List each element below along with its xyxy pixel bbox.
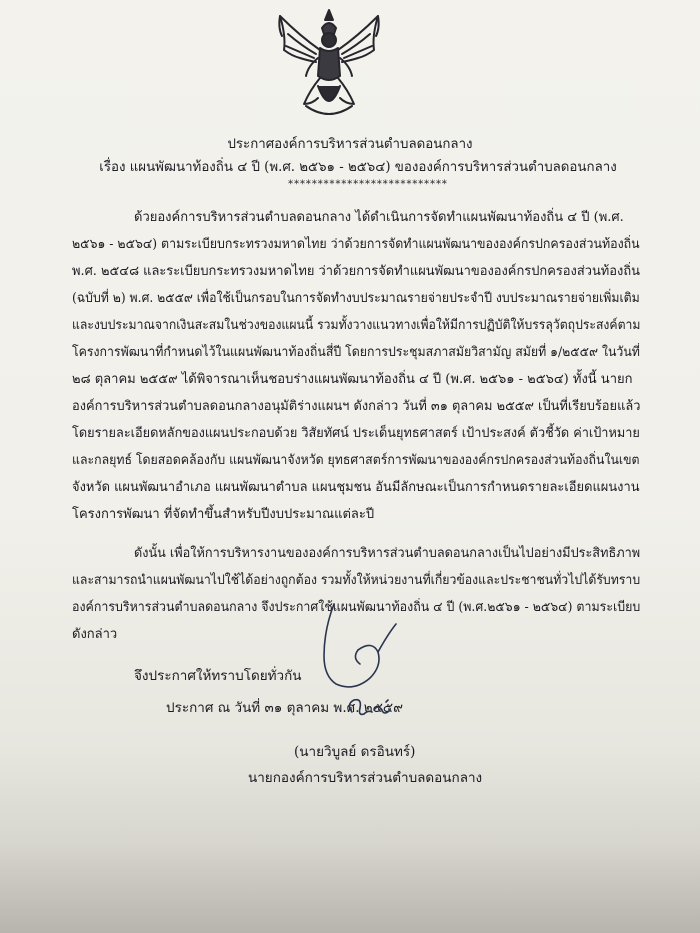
announcement-date: ประกาศ ณ วันที่ ๓๑ ตุลาคม พ.ศ. ๒๕๕๙ xyxy=(166,700,403,716)
body-line: องค์การบริหารส่วนตำบลดอนกลาง จึงประกาศใช้แผนพัฒนาท้องถิ่น ๔ ปี (พ.ศ.๒๕๖๑ - ๒๕๖๔) ตามระเบียบ xyxy=(72,600,641,615)
body-line: ๒๕๖๑ - ๒๕๖๔) ตามระเบียบกระทรวงมหาดไทย ว่าด้วยการจัดทำแผนพัฒนาขององค์กรปกครองส่วนท้องถิ่น xyxy=(72,237,640,252)
body-line: ด้วยองค์การบริหารส่วนตำบลดอนกลาง ได้ดำเนินการจัดทำแผนพัฒนาท้องถิ่น ๔ ปี (พ.ศ. xyxy=(134,210,624,225)
signatory-name: (นายวิบูลย์ ดรอินทร์) xyxy=(294,744,416,760)
closing-notice: จึงประกาศให้ทราบโดยทั่วกัน xyxy=(134,668,302,684)
body-line: ๒๘ ตุลาคม ๒๕๕๙ ได้พิจารณาเห็นชอบร่างแผนพัฒนาท้องถิ่น ๔ ปี (พ.ศ. ๒๕๖๑ - ๒๕๖๔) ทั้งนี้ นายก xyxy=(72,372,633,387)
body-line: พ.ศ. ๒๕๔๘ และระเบียบกระทรวงมหาดไทย ว่าด้วยการจัดทำแผนพัฒนาขององค์กรปกครองส่วนท้องถิ่น xyxy=(72,264,640,279)
paper-shadow xyxy=(0,843,700,933)
separator: *************************** xyxy=(288,179,448,190)
body-line: โครงการพัฒนาที่กำหนดไว้ในแผนพัฒนาท้องถิ่นสี่ปี โดยการประชุมสภาสมัยวิสามัญ สมัยที่ ๑/๒๕๕๙ ในวันที่ xyxy=(72,345,640,360)
body-line: โครงการพัฒนา ที่จัดทำขึ้นสำหรับปีงบประมาณแต่ละปี xyxy=(72,507,375,522)
body-line: และงบประมาณจากเงินสะสมในช่วงของแผนนี้ รวมทั้งวางแนวทางเพื่อให้มีการปฏิบัติให้บรรลุวัตถุประสงค์ตาม xyxy=(72,318,641,333)
garuda-emblem-icon xyxy=(270,6,388,122)
signatory-title: นายกองค์การบริหารส่วนตำบลดอนกลาง xyxy=(248,770,483,786)
announcement-subject: เรื่อง แผนพัฒนาท้องถิ่น ๔ ปี (พ.ศ. ๒๕๖๑ - ๒๕๖๔) ขององค์การบริหารส่วนตำบลดอนกลาง xyxy=(99,159,617,175)
announcement-title: ประกาศองค์การบริหารส่วนตำบลดอนกลาง xyxy=(227,136,473,152)
body-line: ดังนั้น เพื่อให้การบริหารงานขององค์การบริหารส่วนตำบลดอนกลางเป็นไปอย่างมีประสิทธิภาพ xyxy=(134,546,641,561)
body-line: องค์การบริหารส่วนตำบลดอนกลางอนุมัติร่างแผนฯ ดังกล่าว วันที่ ๓๑ ตุลาคม ๒๕๕๙ เป็นที่เรียบร้อยแล้ว xyxy=(72,399,641,414)
body-line: จังหวัด แผนพัฒนาอำเภอ แผนพัฒนาตำบล แผนชุมชน อันมีลักษณะเป็นการกำหนดรายละเอียดแผนงาน xyxy=(72,480,640,495)
body-line: และสามารถนำแผนพัฒนาไปใช้ได้อย่างถูกต้อง รวมทั้งให้หน่วยงานที่เกี่ยวข้องและประชาชนทั่วไปได้รับทราบ xyxy=(72,573,641,588)
body-line: โดยรายละเอียดหลักของแผนประกอบด้วย วิสัยทัศน์ ประเด็นยุทธศาสตร์ เป้าประสงค์ ตัวชี้วัด ค่าเป้าหมาย xyxy=(72,426,640,441)
body-line: และกลยุทธ์ โดยสอดคล้องกับ แผนพัฒนาจังหวัด ยุทธศาสตร์การพัฒนาขององค์กรปกครองส่วนท้องถิ่นในเขต xyxy=(72,453,640,468)
body-line: ดังกล่าว xyxy=(72,627,118,642)
body-line: (ฉบับที่ ๒) พ.ศ. ๒๕๕๙ เพื่อใช้เป็นกรอบในการจัดทำงบประมาณรายจ่ายประจำปี งบประมาณรายจ่ายเพิ่มเติม xyxy=(72,291,640,306)
handwritten-signature xyxy=(312,600,422,735)
